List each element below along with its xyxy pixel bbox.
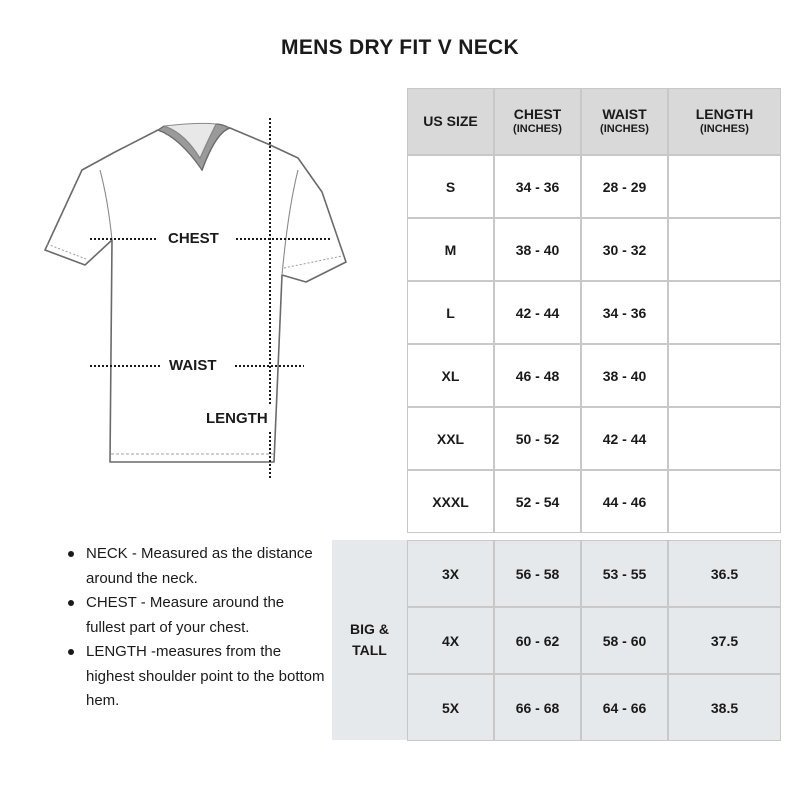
table-row-size: M [407, 218, 494, 281]
header-length: LENGTH (INCHES) [668, 88, 781, 155]
table-row-chest: 34 - 36 [494, 155, 581, 218]
length-label: LENGTH [206, 410, 268, 427]
table-row-size: XXL [407, 407, 494, 470]
page-title: MENS DRY FIT V NECK [281, 36, 519, 59]
table-row-chest: 52 - 54 [494, 470, 581, 533]
header-waist: WAIST (INCHES) [581, 88, 668, 155]
big-tall-row-chest: 60 - 62 [494, 607, 581, 674]
table-row-waist: 30 - 32 [581, 218, 668, 281]
table-row-size: L [407, 281, 494, 344]
big-tall-row-size: 3X [407, 540, 494, 607]
table-row-chest: 50 - 52 [494, 407, 581, 470]
table-row-length [668, 281, 781, 344]
table-row-size: S [407, 155, 494, 218]
table-row-length [668, 470, 781, 533]
table-row-length [668, 218, 781, 281]
big-tall-row-waist: 53 - 55 [581, 540, 668, 607]
tshirt-icon [30, 110, 350, 490]
header-us-size: US SIZE [407, 88, 494, 155]
big-tall-row-waist: 64 - 66 [581, 674, 668, 741]
chest-label: CHEST [168, 230, 219, 247]
waist-label: WAIST [169, 357, 217, 374]
big-tall-row-length: 36.5 [668, 540, 781, 607]
note-length: LENGTH -measures from the highest shoulder point to the bottom hem. [66, 640, 326, 714]
table-row-length [668, 155, 781, 218]
big-tall-row-length: 37.5 [668, 607, 781, 674]
table-row-waist: 34 - 36 [581, 281, 668, 344]
table-row-length [668, 344, 781, 407]
note-chest: CHEST - Measure around the fullest part of your chest. [66, 591, 326, 640]
big-tall-row-length: 38.5 [668, 674, 781, 741]
big-tall-row-chest: 66 - 68 [494, 674, 581, 741]
table-row-waist: 28 - 29 [581, 155, 668, 218]
table-row-length [668, 407, 781, 470]
big-tall-label: BIG & TALL [332, 540, 407, 740]
big-tall-row-chest: 56 - 58 [494, 540, 581, 607]
table-row-chest: 46 - 48 [494, 344, 581, 407]
table-row-size: XL [407, 344, 494, 407]
table-row-chest: 42 - 44 [494, 281, 581, 344]
big-tall-row-size: 5X [407, 674, 494, 741]
big-tall-row-size: 4X [407, 607, 494, 674]
note-neck: NECK - Measured as the distance around the neck. [66, 542, 326, 591]
header-chest: CHEST (INCHES) [494, 88, 581, 155]
table-row-waist: 44 - 46 [581, 470, 668, 533]
table-row-waist: 42 - 44 [581, 407, 668, 470]
table-row-size: XXXL [407, 470, 494, 533]
table-row-waist: 38 - 40 [581, 344, 668, 407]
table-row-chest: 38 - 40 [494, 218, 581, 281]
measurement-notes [66, 542, 326, 714]
big-tall-row-waist: 58 - 60 [581, 607, 668, 674]
